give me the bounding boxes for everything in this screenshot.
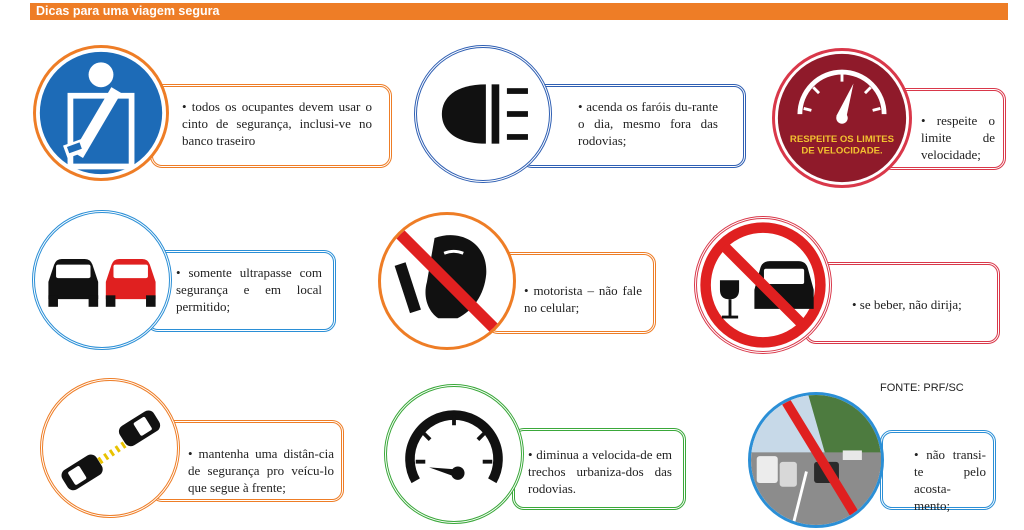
tip-text-speed-limit: • respeite o limite de velocidade; xyxy=(921,113,995,162)
no-phone-icon xyxy=(378,212,516,350)
tip-text-headlights: • acenda os faróis du-rante o dia, mesmo fora das rodovias; xyxy=(578,99,718,148)
overtaking-cars-icon xyxy=(32,210,172,350)
source-credit: FONTE: PRF/SC xyxy=(880,382,964,394)
no-drink-driving-icon xyxy=(694,216,832,354)
tip-text-phone: • motorista – não fale no celular; xyxy=(524,283,642,315)
no-shoulder-driving-icon xyxy=(748,392,884,528)
tip-text-reduce-speed: • diminua a velocida-de em trechos urbaniza-dos das rodovias. xyxy=(528,447,672,496)
tip-text-distance: • mantenha uma distân-cia de segurança pro veícu-lo que segue à frente; xyxy=(188,446,334,495)
svg-text:DE VELOCIDADE.: DE VELOCIDADE. xyxy=(801,145,883,157)
speedometer-icon xyxy=(384,384,524,524)
svg-text:RESPEITE OS LIMITES: RESPEITE OS LIMITES xyxy=(789,133,895,145)
seatbelt-icon xyxy=(33,45,169,181)
tip-text-overtaking: • somente ultrapasse com segurança e em local permitido; xyxy=(176,265,322,314)
header-title: Dicas para uma viagem segura xyxy=(36,4,220,18)
tip-text-seatbelt: • todos os ocupantes devem usar o cinto de segurança, inclusi-ve no banco traseiro xyxy=(182,99,372,148)
speed-limit-icon xyxy=(772,48,912,188)
safe-distance-icon xyxy=(40,378,180,518)
tip-text-shoulder: • não transi-te pelo acosta-mento; xyxy=(914,447,986,513)
headlight-icon xyxy=(414,45,552,183)
header-bar xyxy=(30,3,1008,20)
tip-text-drink: • se beber, não dirija; xyxy=(852,297,962,312)
